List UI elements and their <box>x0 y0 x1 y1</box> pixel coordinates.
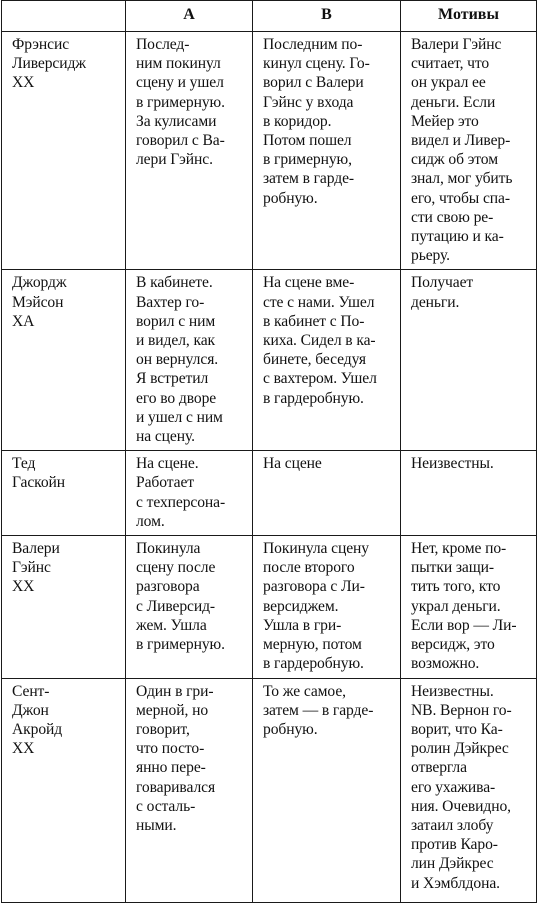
header-motives: Мотивы <box>401 1 537 32</box>
text-line: что посто- <box>136 740 205 758</box>
text-line: Если вор — Ли- <box>411 616 517 634</box>
column-b-cell-text <box>253 679 400 744</box>
text-line: Послед- <box>136 36 190 53</box>
text-line: украл деньги. <box>411 597 501 615</box>
text-line: XX <box>12 578 35 596</box>
text-line: Покинула сцену <box>263 540 369 558</box>
text-line: сцену после <box>136 559 216 577</box>
text-line: Ушла в гри- <box>263 616 342 634</box>
text-line: робную. <box>263 189 318 207</box>
text-line: ворил с Валери <box>263 74 364 92</box>
table-row <box>2 678 537 902</box>
motive-cell <box>401 536 537 678</box>
text-line: и Хэмблдона. <box>411 874 500 892</box>
text-line: Получает <box>411 274 474 292</box>
text-line: он вернулся. <box>136 351 219 369</box>
name-cell-text <box>2 270 125 335</box>
text-line: Гаскойн <box>12 474 66 492</box>
motive-cell <box>401 678 537 902</box>
text-line: ния. Очевидно, <box>411 797 511 815</box>
text-line: В кабинете. <box>136 274 213 292</box>
text-line: сцену и ушел <box>136 74 224 92</box>
text-line: сидж об этом <box>411 151 498 169</box>
text-line: Неизвестны. <box>411 682 494 700</box>
text-line: мерной, но <box>136 701 209 719</box>
table-row <box>2 32 537 270</box>
motive-cell-text <box>401 451 536 477</box>
text-line: и ушел с ним <box>136 408 223 426</box>
text-line: в гардеробную. <box>263 389 364 407</box>
text-line: лери Гэйнс. <box>136 151 213 169</box>
name-cell <box>2 536 126 678</box>
column-a-cell-text <box>126 679 252 840</box>
text-line: затем — в гарде- <box>263 701 374 719</box>
text-line: XX <box>12 740 35 758</box>
text-line: возможно. <box>411 655 480 673</box>
text-line: робную. <box>263 720 318 738</box>
motive-cell <box>401 451 537 536</box>
text-line: сти свою ре- <box>411 208 494 226</box>
text-line: версидж, это <box>411 636 495 654</box>
text-line: в гримерную. <box>136 636 225 654</box>
text-line: Мэйсон <box>12 293 64 311</box>
text-line: киха. Сидел в ка- <box>263 332 376 350</box>
text-line: ворит, что Ка- <box>411 720 503 738</box>
column-a-cell <box>126 270 253 451</box>
text-line: Мейер это <box>411 112 479 130</box>
text-line: Работает <box>136 474 194 492</box>
motive-cell <box>401 32 537 270</box>
text-line: Один в гри- <box>136 682 214 700</box>
text-line: Я встретил <box>136 370 209 388</box>
text-line: на сцену. <box>136 428 195 446</box>
text-line: в коридор. <box>263 112 332 130</box>
text-line: его ухажива- <box>411 778 496 796</box>
text-line: Валери Гэйнс <box>411 36 502 53</box>
text-line: XX <box>12 74 35 92</box>
text-line: NB. Вернон го- <box>411 701 512 719</box>
column-a-cell <box>126 678 253 902</box>
text-line: его во дворе <box>136 389 217 407</box>
text-line: мерную, потом <box>263 636 362 654</box>
text-line: Гэйнс <box>12 559 51 577</box>
text-line: Ливерсидж <box>12 55 86 73</box>
column-a-cell-text <box>126 536 252 658</box>
text-line: Гэйнс у входа <box>263 93 354 111</box>
text-line: XA <box>12 312 35 330</box>
text-line: Покинула <box>136 540 201 558</box>
text-line: с вахтером. Ушел <box>263 370 377 388</box>
text-line: сте с нами. Ушел <box>263 293 375 311</box>
column-a-cell <box>126 32 253 270</box>
text-line: говорит, <box>136 720 190 738</box>
suspects-table <box>1 0 537 903</box>
text-line: в кабинет с По- <box>263 312 365 330</box>
text-line: Джон <box>12 701 49 719</box>
text-line: видел и Ливер- <box>411 132 511 150</box>
text-line: путацию и ка- <box>411 228 504 246</box>
text-line: после второго <box>263 559 355 577</box>
header-a: A <box>126 1 253 32</box>
motive-cell-text <box>401 270 536 315</box>
text-line: Вахтер го- <box>136 293 205 311</box>
column-a-cell <box>126 536 253 678</box>
text-line: Валери <box>12 540 60 558</box>
text-line: в гримерную, <box>263 151 352 169</box>
text-line: в гардеробную. <box>263 655 364 673</box>
text-line: ворил с ним <box>136 312 216 330</box>
text-line: Потом пошел <box>263 132 352 150</box>
text-line: разговора <box>136 578 200 596</box>
text-line: Тед <box>12 455 36 473</box>
text-line: затаил злобу <box>411 816 494 834</box>
text-line: лом. <box>136 512 165 530</box>
column-b-cell <box>253 32 401 270</box>
text-line: пытки защи- <box>411 559 494 577</box>
name-cell <box>2 270 126 451</box>
column-a-cell-text <box>126 32 252 173</box>
column-b-cell <box>253 536 401 678</box>
text-line: знал, мог убить <box>411 170 513 188</box>
text-line: лин Дэйкрес <box>411 855 494 873</box>
text-line: с осталь- <box>136 797 196 815</box>
text-line: бинете, беседуя <box>263 351 366 369</box>
text-line: деньги. Если <box>411 93 496 111</box>
text-line: тить того, кто <box>411 578 501 596</box>
text-line: ролин Дэйкрес <box>411 740 509 758</box>
column-b-cell-text <box>253 270 400 411</box>
text-line: На сцене. <box>136 455 199 473</box>
text-line: Последним по- <box>263 36 363 53</box>
text-line: деньги. <box>411 293 460 311</box>
text-line: кинул сцену. Го- <box>263 55 370 73</box>
text-line: За кулисами <box>136 112 217 130</box>
text-line: То же самое, <box>263 682 346 700</box>
text-line: На сцене вме- <box>263 274 355 292</box>
motive-cell <box>401 270 537 451</box>
text-line: в гримерную. <box>136 93 225 111</box>
text-line: разговора с Ли- <box>263 578 365 596</box>
column-b-cell <box>253 270 401 451</box>
text-line: Сент- <box>12 682 50 700</box>
table-row <box>2 536 537 678</box>
text-line: жем. Ушла <box>136 616 207 634</box>
text-line: рьеру. <box>411 247 450 265</box>
table-row <box>2 451 537 536</box>
motive-cell-text <box>401 536 536 677</box>
text-line: с Ливерсид- <box>136 597 216 615</box>
text-line: затем в гарде- <box>263 170 354 188</box>
text-line: считает, что <box>411 55 490 73</box>
text-line: Джордж <box>12 274 67 292</box>
motive-cell-text <box>401 32 536 269</box>
text-line: Акройд <box>12 720 63 738</box>
header-row <box>2 1 537 32</box>
text-line: отвергла <box>411 759 467 777</box>
column-a-cell <box>126 451 253 536</box>
text-line: Неизвестны. <box>411 455 494 473</box>
name-cell <box>2 32 126 270</box>
name-cell <box>2 678 126 902</box>
name-cell-text <box>2 32 125 97</box>
header-b: B <box>253 1 401 32</box>
text-line: версиджем. <box>263 597 339 615</box>
header-name <box>2 1 126 32</box>
name-cell-text <box>2 536 125 601</box>
text-line: Фрэнсис <box>12 36 70 53</box>
text-line: с техперсона- <box>136 493 226 511</box>
text-line: Нет, кроме по- <box>411 540 507 558</box>
text-line: ными. <box>136 816 177 834</box>
text-line: На сцене <box>263 455 322 473</box>
text-line: говаривался <box>136 778 216 796</box>
column-b-cell-text <box>253 32 400 212</box>
text-line: его, чтобы спа- <box>411 189 510 207</box>
column-b-cell <box>253 678 401 902</box>
column-b-cell-text <box>253 451 400 477</box>
column-b-cell-text <box>253 536 400 677</box>
text-line: говорил с Ва- <box>136 132 225 150</box>
column-a-cell-text <box>126 270 252 450</box>
name-cell-text <box>2 679 125 763</box>
name-cell-text <box>2 451 125 496</box>
text-line: он украл ее <box>411 74 486 92</box>
table-row <box>2 270 537 451</box>
column-b-cell <box>253 451 401 536</box>
column-a-cell-text <box>126 451 252 535</box>
text-line: и видел, как <box>136 332 216 350</box>
text-line: ним покинул <box>136 55 221 73</box>
name-cell <box>2 451 126 536</box>
text-line: против Карo- <box>411 836 498 854</box>
text-line: янно пере- <box>136 759 206 777</box>
motive-cell-text <box>401 679 536 897</box>
